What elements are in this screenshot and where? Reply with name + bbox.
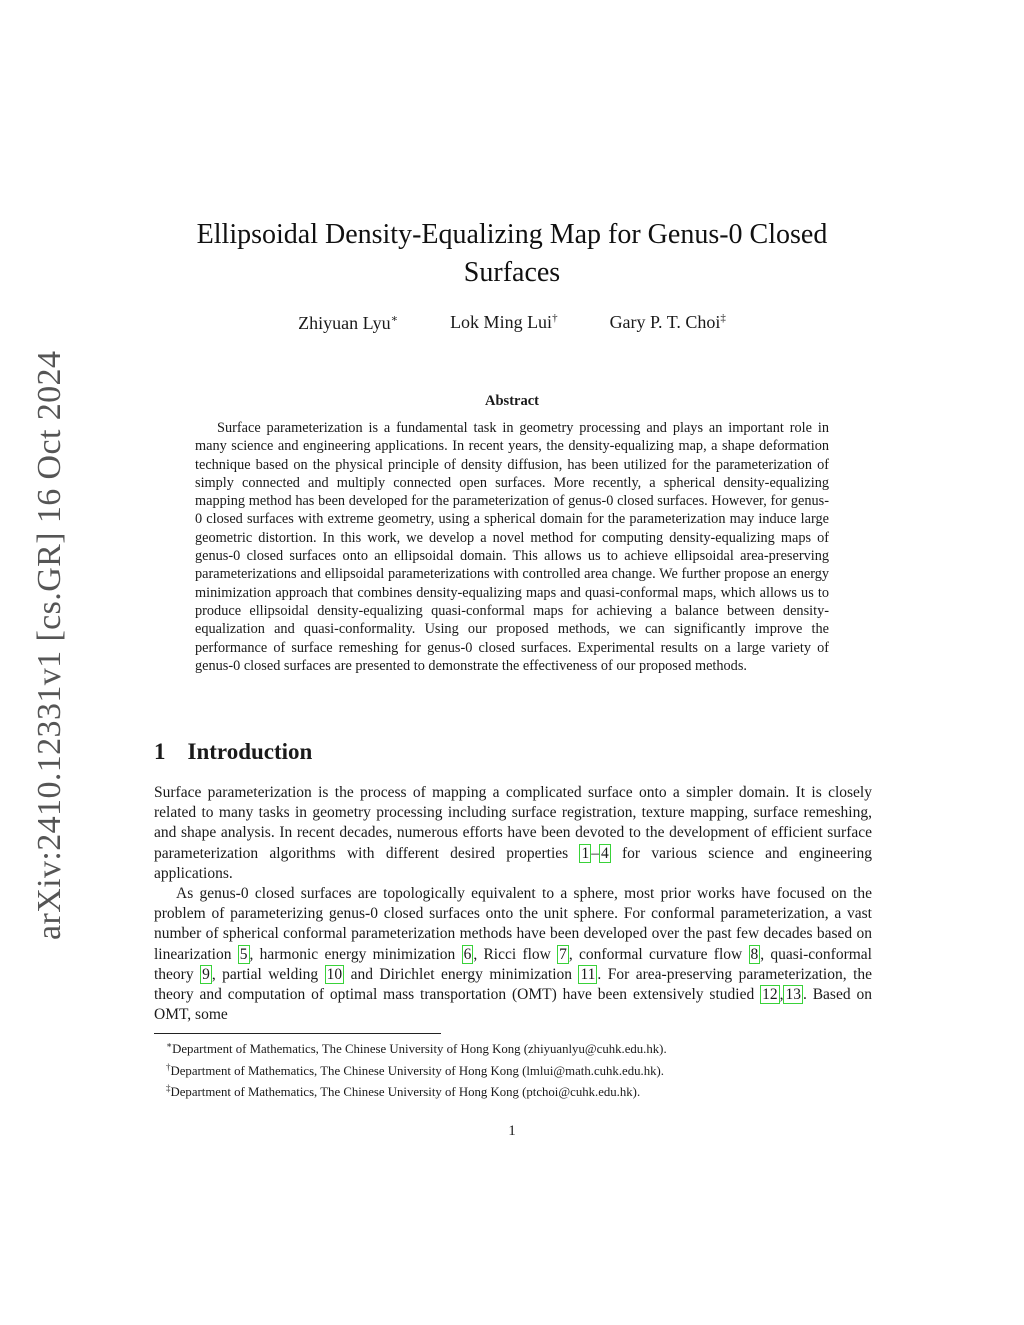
section-title: Introduction [187,739,313,764]
paragraph: Surface parameterization is the process of mapping a complicated surface onto a simpler domain. It is closely related to many tasks in geometry processing including surface registration, texture mapping, surface remeshing, and shape analysis. In recent decades, numerous efforts have been devoted to the development of efficient surface parameterization algorithms with different desired properties 1 – 4 for various science and engineering applications. [154,784,872,882]
section-number: 1 [154,739,166,764]
citation-link[interactable]: 5 [239,945,248,963]
citation-link[interactable]: 12 [762,986,778,1004]
paper-title: Ellipsoidal Density-Equalizing Map for Genus-0 Closed Surfaces [196,219,828,288]
footnote: ‡Department of Mathematics, The Chinese University of Hong Kong (ptchoi@cuhk.edu.hk). [166,1083,641,1099]
citation-link[interactable]: 1 [581,844,590,862]
author-mark: † [552,312,558,324]
citation-link[interactable]: 11 [580,965,596,983]
author-mark: ∗ [390,313,399,325]
author-list [150,312,874,334]
footnote: ∗Department of Mathematics, The Chinese University of Hong Kong (zhiyuanlyu@cuhk.edu.hk). [166,1040,667,1056]
abstract-text: Surface parameterization is a fundamental task in geometry processing and plays an important role in many science and engineering applications. In recent years, the density-equalizing map, a shape deformation technique based on the physical principle of density diffusion, has been utilized for the parameterization of simply connected and multiply connected open surfaces. More recently, a spherical density-equalizing mapping method has been developed for the parameterization of genus-0 closed surfaces. However, for genus-0 closed surfaces with extreme geometry, using a spherical domain for the parameterization may induce large geometric distortion. In this work, we develop a novel method for computing density-equalizing maps of genus-0 closed surfaces onto an ellipsoidal domain. This allows us to achieve ellipsoidal area-preserving parameterizations and ellipsoidal parameterizations with controlled area change. We further propose an energy minimization approach that combines density-equalizing maps and quasi-conformal maps, which allows us to produce ellipsoidal density-equalizing quasi-conformal maps for achieving a balance between density-equalization and quasi-conformality. Using our proposed methods, we can significantly improve the performance of surface remeshing for genus-0 closed surfaces. Experimental results on a large variety of genus-0 closed surfaces are presented to demonstrate the effectiveness of our proposed methods. [195,420,829,674]
author-mark: ‡ [720,312,726,324]
citation-link[interactable]: 13 [785,986,801,1004]
footnotes [166,1037,667,1102]
citation-link[interactable]: 10 [326,965,343,983]
intro-body [154,783,872,1025]
citation-link[interactable]: 7 [559,945,567,963]
citation-link[interactable]: 9 [202,965,210,983]
footnote-divider [154,1033,441,1034]
arxiv-identifier: arXiv:2410.12331v1 [cs.GR] 16 Oct 2024 [31,350,68,940]
author: Gary P. T. Choi‡ [609,312,726,332]
paragraph: As genus-0 closed surfaces are topologically equivalent to a sphere, most prior works have focused on the problem of parameterizing genus-0 closed surfaces onto the unit sphere. For conformal parameterization, a vast number of spherical conformal parameterization methods have been developed over the past few decades based on linearization 5 , harmonic energy minimization 6 , Ricci flow 7 , conformal curvature flow 8 , quasi-conformal theory 9 , partial welding 10 and Dirichlet energy minimization 11 . For area-preserving parameterization, the theory and computation of optimal mass transportation (OMT) have been extensively studied 12 , 13 . Based on OMT, some [154,885,873,1024]
author: Zhiyuan Lyu∗ [298,313,399,333]
citation-link[interactable]: 8 [750,945,759,963]
section-heading [154,739,312,765]
abstract-heading: Abstract [485,393,539,409]
citation-link[interactable]: 6 [463,945,472,963]
citation-link[interactable]: 4 [600,844,609,862]
footnote: †Department of Mathematics, The Chinese University of Hong Kong (lmlui@math.cuhk.edu.hk). [166,1061,664,1078]
page-number: 1 [508,1123,516,1139]
author: Lok Ming Lui† [450,312,558,332]
